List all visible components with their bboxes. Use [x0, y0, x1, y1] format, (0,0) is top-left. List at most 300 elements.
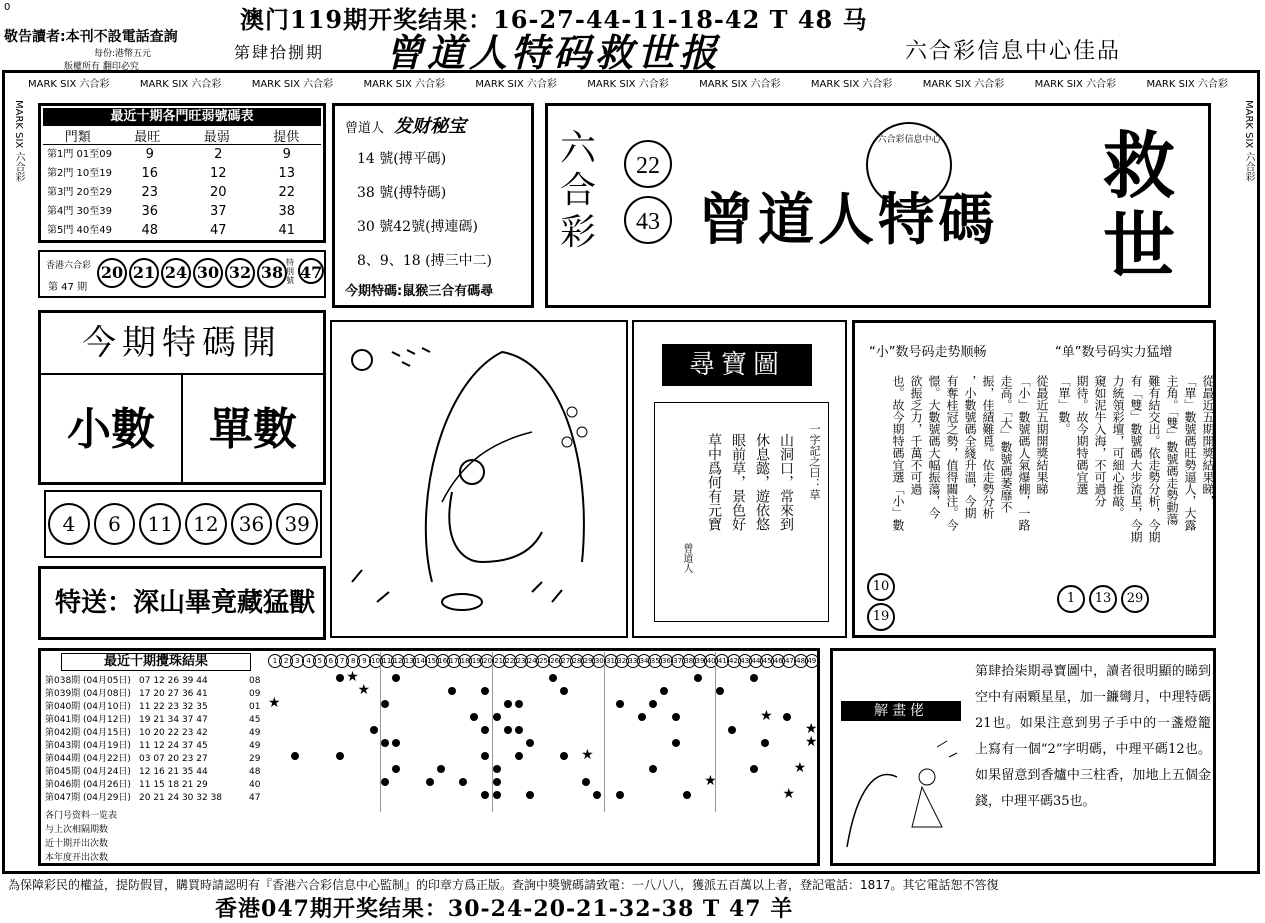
- hot-table-cell: 38: [278, 204, 296, 219]
- hot-table-row: [43, 145, 321, 164]
- number-header: 3: [290, 654, 304, 668]
- illustration-panel: [330, 320, 628, 638]
- number-header: 23: [514, 654, 528, 668]
- hot-table-cell: 20: [209, 185, 227, 200]
- hot-table-cell: 12: [209, 166, 227, 181]
- draw-dot: [750, 765, 758, 773]
- treasure-title: 尋寶圖: [662, 344, 812, 386]
- draw-row: [45, 701, 269, 714]
- draw-cell: 第039期: [45, 689, 81, 699]
- main-big-chars: 救世: [1103, 123, 1176, 288]
- draw-dot: [616, 700, 624, 708]
- draw-cell: (04月10日): [83, 702, 131, 712]
- analysis-ball: 19: [867, 603, 895, 631]
- draw-cell: (04月22日): [83, 754, 131, 764]
- fortune-line: 8、9、18 (搏三中二): [357, 253, 493, 269]
- number-header: 29: [581, 654, 595, 668]
- hk-result-footer: 香港047期开奖结果：30-24-20-21-32-38 T 47 羊: [215, 896, 794, 922]
- number-header: 39: [693, 654, 707, 668]
- number-header: 8: [346, 654, 360, 668]
- draw-dot: [291, 752, 299, 760]
- draw-dot: [672, 713, 680, 721]
- analysis-text-column: 振，佳績難覓。依走勢分析: [981, 375, 995, 519]
- draw-dot: [593, 791, 601, 799]
- draw-cell: 07 12 26 39 44: [139, 676, 208, 686]
- brand-strip-item: MARK SIX 六合彩: [587, 79, 669, 90]
- draw-dot: [336, 674, 344, 682]
- hot-table-cell: 第5門 40至49: [47, 225, 112, 236]
- number-header: 4: [302, 654, 316, 668]
- special-star: ★: [782, 786, 795, 802]
- draw-cell: 12 16 21 35 44: [139, 767, 208, 777]
- brand-strip-item: MARK SIX 六合彩: [810, 79, 893, 90]
- number-header: 28: [570, 654, 584, 668]
- main-side-chars: 六合彩: [560, 128, 597, 253]
- number-header: 37: [671, 654, 685, 668]
- number-header: 35: [648, 654, 662, 668]
- number-header: 13: [402, 654, 416, 668]
- analysis-text-column: 期待。故今期特碼宜選: [1075, 375, 1089, 495]
- brand-strip-item: MARK SIX 六合彩: [1034, 79, 1117, 90]
- analysis-text-column: 「單」數。: [1057, 375, 1071, 435]
- draw-dot: [761, 739, 769, 747]
- draw-dot: [370, 726, 378, 734]
- number-header: 11: [380, 654, 394, 668]
- draw-dot: [381, 700, 389, 708]
- draw-cell: 第042期: [45, 728, 81, 738]
- draw-cell: 11 15 18 21 29: [139, 780, 208, 790]
- hot-table-cell: 9: [145, 147, 154, 162]
- hk-result-label: 香港六合彩: [46, 261, 92, 271]
- draw-cell: 09: [249, 689, 261, 699]
- draw-row: [45, 727, 269, 740]
- hermit-illustration: [332, 322, 626, 636]
- special-label: 特別號: [286, 258, 294, 285]
- explain-panel: [830, 648, 1216, 866]
- fortune-line: 14 號(搏平碼): [357, 151, 447, 167]
- treasure-col-3: 休息懿，遊依悠: [754, 433, 770, 531]
- special-open-heading: 今期特碼開: [41, 313, 323, 375]
- draw-dot: [392, 674, 400, 682]
- draw-cell: 45: [249, 715, 261, 725]
- hot-table-cell: 16: [141, 166, 159, 181]
- number-header: 31: [604, 654, 618, 668]
- number-header: 32: [615, 654, 629, 668]
- draw-table-title: 最近十期攪珠結果: [61, 653, 251, 671]
- footer-notice: 為保障彩民的權益，提防假冒，購買時請認明有『香港六合彩信息中心監制』的印章方爲正版。查詢中獎號碼請致電：一八八八，獲派五百萬以上者，登記電話：1817。其它電話恕不答復: [8, 878, 999, 892]
- special-number-ball: 12: [185, 503, 227, 545]
- special-ball: 47: [298, 258, 324, 284]
- draw-dot: [515, 700, 523, 708]
- brand-strip-item: MARK SIX 六合彩: [363, 79, 446, 90]
- summary-labels: [45, 809, 269, 865]
- analysis-text-column: 力統領彩壇，可細心推敲。: [1111, 375, 1125, 519]
- main-number-1: 22: [624, 140, 672, 188]
- draw-cell: 第038期: [45, 676, 81, 686]
- number-header: 33: [626, 654, 640, 668]
- draw-dot: [560, 752, 568, 760]
- fortune-prefix: 曾道人: [345, 121, 385, 136]
- draw-dot: [526, 739, 534, 747]
- draw-dot: [470, 713, 478, 721]
- draw-cell: 49: [249, 741, 261, 751]
- analysis-text-column: 從最近五期開獎結果睇，: [1201, 375, 1215, 507]
- treasure-panel: [632, 320, 847, 638]
- draw-dot: [716, 687, 724, 695]
- hot-table-cell: 第4門 30至39: [47, 206, 112, 217]
- draw-dot: [481, 687, 489, 695]
- explain-illustration: [837, 727, 967, 857]
- main-title-box: [545, 103, 1211, 308]
- analysis-text-column: 主角。「雙」數號碼走勢動蕩: [1165, 375, 1179, 525]
- draw-cell: 48: [249, 767, 261, 777]
- draw-cell: 第043期: [45, 741, 81, 751]
- brand-strip-item: MARK SIX 六合彩: [699, 79, 781, 90]
- draw-row: [45, 779, 269, 792]
- treasure-signature: 曾道人: [681, 543, 692, 573]
- draw-row: [45, 675, 269, 688]
- number-header: 19: [469, 654, 483, 668]
- special-star: ★: [704, 773, 717, 789]
- hot-table-cell: 37: [209, 204, 227, 219]
- fortune-box: [332, 103, 534, 308]
- draw-dot: [381, 739, 389, 747]
- hot-table-cell: 第3門 20至29: [47, 187, 112, 198]
- special-star: ★: [804, 721, 818, 737]
- number-header: 18: [458, 654, 472, 668]
- brand-strip-item: MARK SIX 六合彩: [139, 79, 222, 90]
- draw-cell: (04月26日): [83, 780, 131, 790]
- analysis-panel: [852, 320, 1216, 638]
- explain-text: 第肆拾柒期尋寶圖中，讀者很明顯的睇到空中有兩顆星星，加一鐮彎月，中理特碼21也。如果注意到男子手中的一盞燈籠上寫有一個“2”字明碼，中理平碼12也。如果留意到香爐中三柱香，加地上五個金錢，中理平碼35也。: [975, 664, 1211, 809]
- side-brand-text: MARK SIX 六合彩: [13, 100, 24, 182]
- number-header: 48: [794, 654, 808, 668]
- draw-cell: 第046期: [45, 780, 81, 790]
- hot-table-cell: 48: [141, 223, 159, 238]
- number-header: 21: [492, 654, 506, 668]
- draw-cell: (04月05日): [83, 676, 131, 686]
- treasure-scroll: [654, 402, 829, 622]
- main-number-2: 43: [624, 196, 672, 244]
- draw-cell: (04月08日): [83, 689, 131, 699]
- number-header: 7: [335, 654, 349, 668]
- draw-cell: (04月19日): [83, 741, 131, 751]
- fortune-line: 30 號42號(搏連碼): [357, 219, 479, 235]
- draw-cell: 01: [249, 702, 261, 712]
- odd-number-label: 單數: [209, 404, 297, 455]
- hot-table-cell: 41: [278, 223, 296, 238]
- draw-dot: [616, 791, 624, 799]
- number-header: 47: [782, 654, 796, 668]
- draw-dot: [526, 791, 534, 799]
- draw-cell: (04月15日): [83, 728, 131, 738]
- draw-dot: [638, 713, 646, 721]
- number-header: 43: [738, 654, 752, 668]
- draw-dot: [437, 765, 445, 773]
- analysis-text-column: 「單」數號碼旺勢逼人，大露: [1183, 375, 1197, 531]
- hk-result-balls: [96, 258, 288, 288]
- hot-table-cell: 第1門 01至09: [47, 149, 112, 160]
- number-header: 15: [425, 654, 439, 668]
- number-header: 42: [727, 654, 741, 668]
- fortune-lines: [345, 142, 521, 278]
- summary-label: 本年度开出次数: [45, 853, 109, 863]
- draw-cell: 11 22 23 32 35: [139, 702, 208, 712]
- draw-row: [45, 792, 269, 805]
- result-ball: 21: [129, 258, 159, 288]
- draw-cell: 第044期: [45, 754, 81, 764]
- draw-cell: 11 12 24 37 45: [139, 741, 208, 751]
- fortune-title: 发财秘宝: [394, 116, 467, 137]
- right-brand-border: [1236, 100, 1256, 860]
- small-number-label: 小數: [41, 375, 183, 485]
- draw-row: [45, 688, 269, 701]
- special-open-box: [38, 310, 326, 485]
- brand-strip-item: MARK SIX 六合彩: [1146, 79, 1228, 90]
- draw-dot: [481, 726, 489, 734]
- number-header: 26: [548, 654, 562, 668]
- draw-rows: [45, 675, 269, 805]
- number-header: 16: [436, 654, 450, 668]
- draw-cell: 08: [249, 676, 261, 686]
- draw-dot: [459, 778, 467, 786]
- center-seal: [866, 122, 952, 208]
- number-header: 49: [805, 654, 819, 668]
- draw-cell: 17 20 27 36 41: [139, 689, 208, 699]
- analysis-ball: 29: [1121, 585, 1149, 613]
- hk-result-box: [38, 250, 326, 298]
- draw-dot: [481, 791, 489, 799]
- number-header: 20: [480, 654, 494, 668]
- column-header: 提供: [273, 130, 300, 145]
- draw-dot: [560, 687, 568, 695]
- number-header: 9: [357, 654, 371, 668]
- draw-cell: (04月24日): [83, 767, 131, 777]
- draw-cell: (04月12日): [83, 715, 131, 725]
- treasure-col-4: 眼前草，景色好: [730, 433, 746, 531]
- draw-dot: [660, 687, 668, 695]
- hot-table-cell: 13: [278, 166, 296, 181]
- number-header: 46: [771, 654, 785, 668]
- hot-table-row: [43, 183, 321, 202]
- hot-table-cell: 第2門 10至19: [47, 168, 112, 179]
- number-header: 45: [760, 654, 774, 668]
- column-header: 最旺: [134, 130, 161, 145]
- draw-dot: [493, 713, 501, 721]
- grid-divider: [492, 652, 493, 812]
- grid-divider: [604, 652, 605, 812]
- special-numbers-row: [44, 490, 322, 558]
- draw-cell: 10 20 22 23 42: [139, 728, 208, 738]
- analysis-text-column: 有奪桂冠之勢，值得關注。今: [945, 375, 959, 531]
- hot-table-cell: 22: [278, 185, 296, 200]
- number-header: 36: [659, 654, 673, 668]
- analysis-text-column: 難有結交出。依走勢分析，今期: [1147, 375, 1161, 543]
- draw-dot: [426, 778, 434, 786]
- main-title-text: 曾道人特碼: [698, 187, 998, 253]
- hot-table-row: [43, 221, 321, 240]
- analysis-left-title: “小”数号码走势顺畅: [869, 345, 987, 360]
- analysis-ball: 10: [867, 573, 895, 601]
- result-ball: 32: [225, 258, 255, 288]
- draw-dot: [683, 791, 691, 799]
- draw-dot: [649, 700, 657, 708]
- number-header: 30: [592, 654, 606, 668]
- special-star: ★: [268, 695, 281, 711]
- hot-table-cell: 47: [209, 223, 227, 238]
- number-header: 5: [313, 654, 327, 668]
- draw-dot: [582, 778, 590, 786]
- special-star: ★: [581, 747, 594, 763]
- treasure-col-2: 山洞口，常來到: [778, 433, 794, 531]
- draw-cell: (04月29日): [83, 793, 131, 803]
- column-header: 門類: [64, 130, 91, 145]
- draw-dot: [504, 726, 512, 734]
- hot-table-row: [43, 164, 321, 183]
- column-header: 最弱: [203, 130, 230, 145]
- special-star: ★: [760, 708, 773, 724]
- treasure-col-1: 一字記之曰：草: [808, 423, 821, 500]
- special-number-ball: 6: [94, 503, 136, 545]
- draw-dot: [392, 739, 400, 747]
- analysis-text-column: 窺如泥牛入海，不可過分: [1093, 375, 1107, 507]
- analysis-text-column: 欲振乏力，千萬不可過: [909, 375, 923, 495]
- brand-strip-item: MARK SIX 六合彩: [922, 79, 1005, 90]
- notice-price: 每份:港幣五元: [94, 49, 152, 59]
- draw-cell: 第041期: [45, 715, 81, 725]
- draw-row: [45, 766, 269, 779]
- fortune-header: [345, 112, 521, 138]
- draw-dot: [481, 752, 489, 760]
- number-header: 44: [749, 654, 763, 668]
- special-number-ball: 39: [276, 503, 318, 545]
- notice-copyright: 版權所有 翻印必究: [64, 62, 139, 72]
- summary-label: 各门号资料一览表: [45, 811, 118, 821]
- seal-text: 六合彩信息中心: [877, 135, 941, 145]
- number-header: 27: [559, 654, 573, 668]
- draw-cell: 20 21 24 30 32 38: [139, 793, 223, 803]
- fortune-special-note: 今期特碼:鼠猴三合有碼尋: [345, 284, 494, 299]
- grid-divider: [380, 652, 381, 812]
- draw-dot: [515, 726, 523, 734]
- draw-dot: [504, 700, 512, 708]
- number-header: 2: [279, 654, 293, 668]
- analysis-text-column: 憬。大數號碼大幅振蕩，今: [927, 375, 941, 519]
- draw-dot: [549, 674, 557, 682]
- analysis-text-column: 走高。「大」數號碼萎靡不: [999, 375, 1013, 513]
- analysis-right-title: “单”数号码实力猛增: [1055, 345, 1173, 360]
- notice-title: 敬告讀者:本刊不設電話查詢: [4, 29, 178, 45]
- number-dot-grid: [268, 652, 816, 812]
- corner-mark: 0: [4, 2, 11, 13]
- draw-dot: [694, 674, 702, 682]
- draw-cell: 47: [249, 793, 261, 803]
- issue-label: 第肆拾捌期: [234, 43, 325, 62]
- publisher-label: 六合彩信息中心佳品: [905, 39, 1122, 64]
- special-star: ★: [804, 734, 818, 750]
- draw-dot: [493, 791, 501, 799]
- draw-dot: [493, 765, 501, 773]
- draw-row: [45, 714, 269, 727]
- hot-table-header: [43, 126, 321, 145]
- number-header: 6: [324, 654, 338, 668]
- draw-dot: [728, 726, 736, 734]
- draw-dot: [392, 765, 400, 773]
- number-header: 25: [536, 654, 550, 668]
- draw-cell: 第045期: [45, 767, 81, 777]
- brand-strip-item: MARK SIX 六合彩: [251, 79, 334, 90]
- special-number-ball: 36: [231, 503, 273, 545]
- notice-box: [4, 26, 232, 72]
- draw-cell: 29: [249, 754, 261, 764]
- analysis-text-column: 有「雙」數號碼大步流星，今期: [1129, 375, 1143, 543]
- summary-label: 近十期开出次数: [45, 839, 109, 849]
- draw-cell: 第047期: [45, 793, 81, 803]
- calligraphy-title: 曾道人特码救世报: [385, 30, 722, 75]
- analysis-ball: 1: [1057, 585, 1085, 613]
- number-header: 1: [268, 654, 282, 668]
- number-header: 14: [413, 654, 427, 668]
- hot-table-title: 最近十期各門旺弱號碼表: [43, 108, 321, 126]
- number-header: 41: [715, 654, 729, 668]
- hot-table-cell: 36: [141, 204, 159, 219]
- special-send: 特送：深山畢竟藏猛獸: [38, 566, 326, 640]
- analysis-left-balls: [865, 573, 897, 633]
- analysis-right-balls: [1055, 585, 1151, 615]
- hot-table-cell: 2: [214, 147, 223, 162]
- draw-dot: [783, 713, 791, 721]
- result-ball: 20: [97, 258, 127, 288]
- side-brand-text: MARK SIX 六合彩: [1243, 100, 1254, 182]
- analysis-ball: 13: [1089, 585, 1117, 613]
- number-header: 38: [682, 654, 696, 668]
- draw-row: [45, 740, 269, 753]
- hot-table-cell: 9: [282, 147, 291, 162]
- fortune-line: 38 號(搏特碼): [357, 185, 447, 201]
- draw-dot: [515, 752, 523, 760]
- draw-dot: [493, 778, 501, 786]
- special-star: ★: [357, 682, 371, 698]
- draw-dot: [750, 674, 758, 682]
- summary-label: 与上次相隔期数: [45, 825, 109, 835]
- result-ball: 30: [193, 258, 223, 288]
- draw-dot: [649, 765, 657, 773]
- special-number-ball: 4: [48, 503, 90, 545]
- number-header: 22: [503, 654, 517, 668]
- left-brand-border: [6, 100, 26, 860]
- special-star: ★: [793, 760, 807, 776]
- special-number-ball: 11: [139, 503, 181, 545]
- analysis-text-column: 從最近五期開獎結果睇: [1035, 375, 1049, 495]
- treasure-col-5: 草中爲何有元寶: [706, 433, 722, 531]
- hk-result-period: 第 47 期: [48, 282, 88, 293]
- hot-table-cell: 23: [141, 185, 159, 200]
- draw-dot: [448, 687, 456, 695]
- special-star: ★: [346, 669, 359, 685]
- draw-cell: 第040期: [45, 702, 81, 712]
- draw-row: [45, 753, 269, 766]
- hot-table-row: [43, 202, 321, 221]
- analysis-text-column: ，小數號碼全綫升溫，今期: [963, 375, 977, 519]
- analysis-text-column: 也。故今期特碼宜選「小」數: [891, 375, 905, 531]
- explain-title: 解畫佬: [841, 701, 961, 721]
- brand-strip-item: MARK SIX 六合彩: [475, 79, 557, 90]
- analysis-text-column: 「小」數號碼人氣爆棚，一路: [1017, 375, 1031, 531]
- draw-dot: [381, 778, 389, 786]
- number-header: 40: [704, 654, 718, 668]
- draw-cell: 19 21 34 37 47: [139, 715, 208, 725]
- macau-result-headline: 澳门119期开奖结果：16-27-44-11-18-42 T 48 马: [240, 5, 868, 34]
